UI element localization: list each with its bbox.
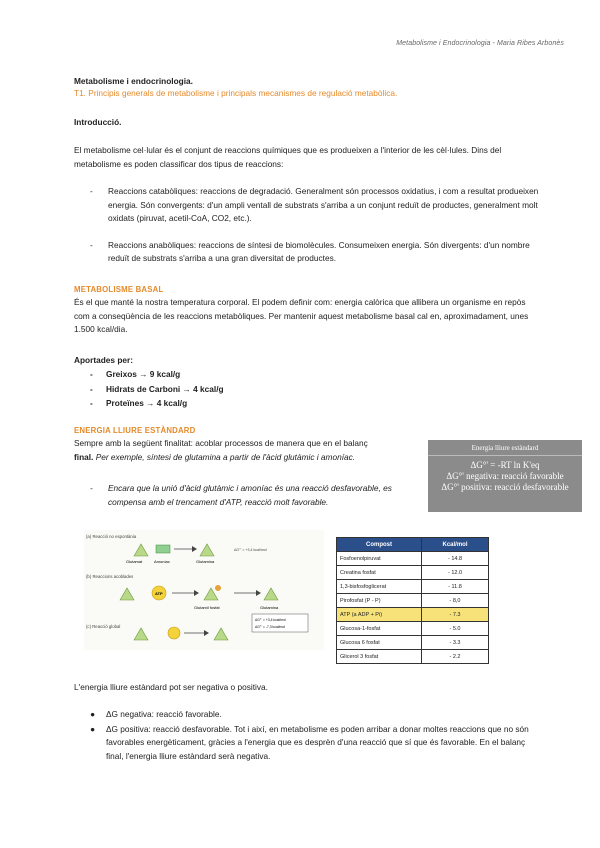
list-item (90, 723, 530, 764)
compound-cell: Glucosa-1-fosfat (337, 622, 422, 636)
list-item (90, 708, 530, 722)
diagram-label: Glutamina (260, 605, 279, 610)
bullet-dot-icon: ● (90, 723, 96, 734)
atp-burst-icon (168, 627, 180, 639)
diagram-delta-note: ΔG°' = +3,4 kcal/mol (234, 548, 267, 552)
list-item-text: Reaccions anabòliques: reaccions de síntesi de biomolècules. Consumeixen energia. Són divergents: d'un nombre reduït de substrats s'arriba a una gran diversitat de productes. (108, 239, 530, 264)
energy-cell: - 11.8 (422, 580, 489, 594)
reaction-types-list (90, 185, 540, 279)
diagram-label: Glutamat (126, 559, 143, 564)
intro-heading: Introducció. (74, 117, 122, 127)
list-item (90, 383, 224, 397)
diagram-delta-note: ΔG°' = +3,4 kcal/mol (255, 618, 286, 622)
sign-list (90, 708, 530, 764)
table-row (337, 552, 489, 566)
bullet-dash: - (90, 483, 93, 493)
ammonia-box (156, 545, 170, 553)
table-row (337, 622, 489, 636)
bullet-dash: - (90, 186, 93, 196)
basal-heading: METABOLISME BASAL (74, 285, 164, 294)
list-item (90, 185, 540, 226)
energy-box-title: Energia lliure estàndard (471, 444, 539, 452)
energy-example-list (90, 482, 420, 522)
compound-cell: 1,3-bisfosfoglicerat (337, 580, 422, 594)
column-header: Compost (337, 538, 422, 552)
compound-cell: Creatina fosfat (337, 566, 422, 580)
compound-cell: ATP (a ADP + Pi) (337, 608, 422, 622)
energy-box-line: ΔG°' negativa: reacció favorable (446, 471, 564, 481)
diagram-label: Glutamina (196, 559, 215, 564)
column-header: Kcal/mol (422, 538, 489, 552)
compound-cell: Glicerol 3 fosfat (337, 650, 422, 664)
diagram-label: Amoníac (154, 559, 170, 564)
page-header: Metabolisme i Endocrinologia - Maria Ribes Arbonès (396, 40, 564, 47)
table-row (337, 594, 489, 608)
compound-cell: Glucosa 6 fosfat (337, 636, 422, 650)
table-row (337, 636, 489, 650)
energy-heading: ENERGIA LLIURE ESTÀNDARD (74, 426, 196, 435)
energy-cell: - 7.3 (422, 608, 489, 622)
diagram-note: (a) Reacció no espontània (86, 534, 137, 539)
list-item (90, 397, 224, 411)
energy-final-word: final. (74, 451, 94, 462)
list-item-text: Encara que la unió d'àcid glutàmic i amoníac és una reacció desfavorable, es compensa amb el trencament d'ATP, reacció molt favorable. (108, 483, 392, 507)
compound-cell: Fosfoenolpiruvat (337, 552, 422, 566)
energy-box-line: ΔG°' = -RT ln K'eq (470, 460, 540, 470)
document-title: Metabolisme i endocrinologia. (74, 76, 193, 86)
table-row (337, 580, 489, 594)
energy-cell: - 8,0 (422, 594, 489, 608)
diagram-note: (b) Reaccions acoblades (86, 574, 134, 579)
basal-paragraph: És el que manté la nostra temperatura corporal. El podem definir com: energia calòrica que allibera un organisme en repòs com a conseqüència de les reaccions metabòliques. Per mantenir aquest metabolisme basal cal en, aproximadament, unes 1.500 kcal/dia. (74, 297, 529, 335)
diagram-note: (c) Reacció global (86, 624, 121, 629)
diagram-label: Glutamil fosfat (194, 605, 220, 610)
compound-cell: Pirofosfat (P - P) (337, 594, 422, 608)
bullet-dash: - (90, 398, 93, 409)
list-item (90, 239, 540, 266)
bullet-dash: - (90, 383, 93, 394)
coupled-reactions-diagram (84, 530, 324, 650)
diagram-delta-note: ΔG°' = -7,3 kcal/mol (255, 625, 285, 629)
contributions-heading: Aportades per: (74, 355, 134, 365)
contributions-list (90, 368, 224, 412)
bullet-dash: - (90, 239, 93, 250)
list-item-text: Greixos → 9 kcal/g (106, 369, 181, 379)
atp-label: ATP (155, 591, 163, 596)
energy-paragraph (74, 437, 419, 464)
bullet-dot-icon: ● (90, 709, 96, 719)
energy-line-2 (74, 451, 419, 465)
energy-formula-box (428, 440, 582, 512)
sign-paragraph: L'energia lliure estàndard pot ser negativa o positiva. (74, 682, 268, 692)
energy-cell: - 12.0 (422, 566, 489, 580)
intro-paragraph: El metabolisme cel·lular és el conjunt de reaccions químiques que es produeixen a l'interior de les cèl·lules. Dins del metabolisme es poden classificar dos tipus de reaccions: (74, 145, 502, 169)
table-header-row (337, 538, 489, 552)
table-row (337, 650, 489, 664)
list-item-text: Reaccions catabòliques: reaccions de degradació. Generalment són processos oxidatius, i com a resultat produeixen energia. Són convergents: d'un ampli ventall de substrats s'arriba a un conjunt reduït de productes, generalment molt oxidats (piruvat, acetil-CoA, CO2, etc.). (108, 186, 539, 224)
energy-cell: - 2.2 (422, 650, 489, 664)
list-item (90, 368, 224, 382)
phosphate-dot-icon (215, 585, 221, 591)
hydrolysis-energy-table (336, 537, 489, 664)
table-row-highlighted (337, 608, 489, 622)
energy-cell: - 3.3 (422, 636, 489, 650)
energy-cell: - 14.8 (422, 552, 489, 566)
list-item-text: ΔG negativa: reacció favorable. (106, 709, 222, 719)
list-item (90, 482, 420, 509)
list-item-text: Proteïnes → 4 kcal/g (106, 398, 188, 409)
energy-cell: - 5.0 (422, 622, 489, 636)
energy-box-line: ΔG°' positiva: reacció desfavorable (441, 482, 569, 492)
list-item-text: ΔG positiva: reacció desfavorable. Tot i així, en metabolisme es poden arribar a donar moltes reaccions que no són favorables energèticament, gràcies a l'energia que es desprèn d'una reacció que sí que és favorable. En el balanç final, l'energia lliure estàndard serà negativa. (106, 723, 529, 761)
list-item-text: Hidrats de Carboni → 4 kcal/g (106, 383, 224, 394)
energy-line-1: Sempre amb la següent finalitat: acoblar processos de manera que en el balanç (74, 438, 368, 448)
bullet-dash: - (90, 369, 93, 379)
document-subtitle: T1. Principis generals de metabolisme i principals mecanismes de regulació metabòlica. (74, 88, 398, 98)
energy-example-intro: Per exemple, síntesi de glutamina a partir de l'àcid glutàmic i amoníac. (95, 451, 356, 462)
delta-summary-box (252, 614, 308, 632)
table-row (337, 566, 489, 580)
